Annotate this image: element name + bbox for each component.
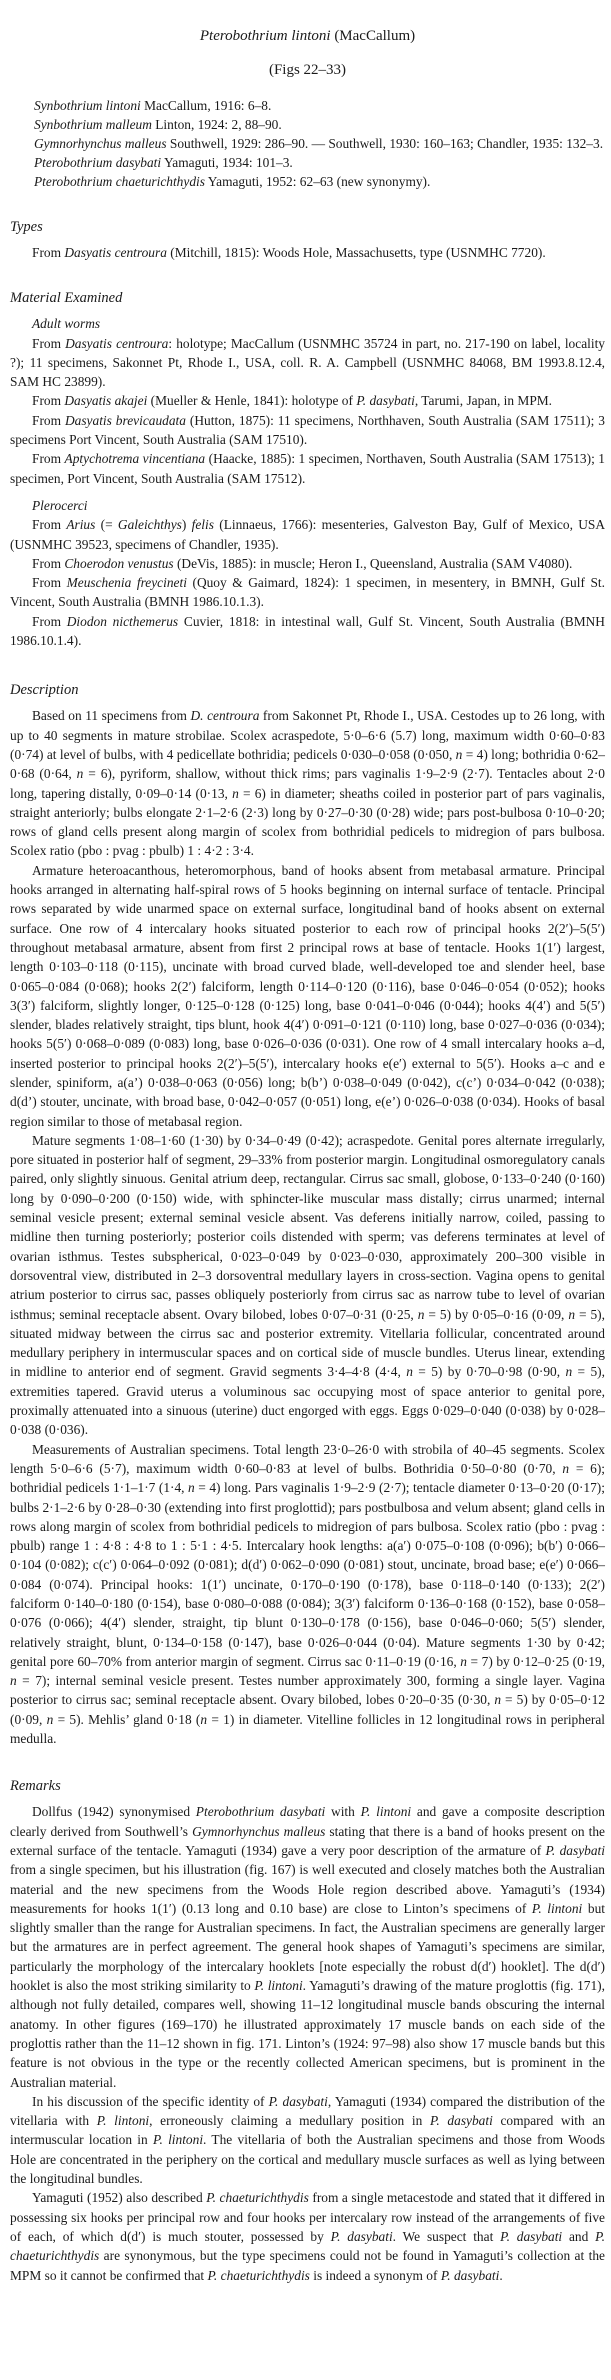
- subheading-adult-worms: Adult worms: [32, 316, 101, 332]
- text-run: (Mueller & Henle, 1841): holotype of: [147, 393, 357, 409]
- text-run: From: [32, 517, 67, 533]
- italic-text: Dasyatis centroura: [65, 335, 169, 351]
- text-run: Linton, 1924: 2, 88–90.: [151, 117, 282, 132]
- text-run: From: [32, 575, 67, 591]
- text-run: , Yamaguti (1934) compared the distribution of the vitellaria with: [10, 2093, 605, 2129]
- text-run: Yamaguti, 1934: 101–3.: [161, 155, 293, 170]
- text-run: with: [325, 1804, 361, 1820]
- text-run: . The vitellaria of both the Australian specimens and those from Woods Hole are concentrated in the periphery on the cortical and medullary muscle surfaces as well as lying between the longitudinal bundles.: [10, 2132, 605, 2187]
- text-run: (DeVis, 1885): in muscle; Heron I., Queensland, Australia (SAM V4080).: [173, 555, 573, 571]
- remarks-section: [10, 1802, 605, 2284]
- text-run: = 6); bothridial pedicels 1·1–1·7 (1·4,: [10, 1460, 606, 1496]
- text-run: = 7) by 0·12–0·25 (0·19,: [466, 1653, 605, 1669]
- subheading-plerocerci: Plerocerci: [32, 497, 88, 513]
- italic-text: Pterobothrium dasybati: [34, 155, 162, 170]
- text-run: Yamaguti (1952) also described: [32, 2190, 207, 2206]
- text-run: Armature heteroacanthous, heteromorphous, band of hooks absent from metabasal armature. Principal hooks arranged in alternating half-spiral rows of 5 hooks beginning on internal surface of tentacle. Principal rows separated by wide unarmed space on external surface, longitudinal band of hooks absent on external surface. One row of 4 intercalary hooks situated posterior to each row of principal hooks 2(2′)–5(5′) throughout metabasal armature, absent from first 2 principal rows at base of tentacle. Hooks 1(1′) largest, length 0·103–0·118 (0·115), uncinate with broad curved blade, well-developed toe and slender heel, base 0·065–0·084 (0·068); hooks 2(2′) falciform, length 0·114–0·120 (0·116), base 0·046–0·054 (0·052); hooks 3(3′) falciform, slightly longer, 0·125–0·128 (0·125) long, base 0·041–0·046 (0·044); hooks 4(4′) and 5(5′) slender, blades relatively straight, tips blunt, hook 4(4′) 0·091–0·121 (0·110) long, base 0·027–0·036 (0·034); hooks 5(5′) 0·068–0·089 (0·083) long, base 0·026–0·036 (0·031). One row of 4 small intercalary hooks a–d, inserted posterior to principal hooks 2(2′)–5(5′), intercalary hooks e(e′) external to 5(5′). Hooks a–c and e slender, spiniform, a(a’) 0·038–0·063 (0·056) long; b(b’) 0·038–0·049 (0·042), c(c’) 0·034–0·042 (0·038); d(d’) stouter, uncinate, with broad base, 0·042–0·057 (0·051) long, e(e’) 0·026–0·038 (0·034). Hooks of basal region similar to those of metabasal region.: [10, 862, 605, 1129]
- text-run: = 6), pyriform, shallow, without thick rims; pars vaginalis 1·9–2·9 (2·7). Tentacles about 2·0 long, tapering distally, 0·09–0·14 (0·13,: [10, 766, 606, 801]
- text-run: = 5). Mehlis’ gland 0·18 (: [53, 1711, 201, 1727]
- text-run: .: [499, 2267, 503, 2283]
- text-run: From: [32, 393, 65, 409]
- description-section: [10, 706, 605, 1748]
- italic-text: Meuschenia freycineti: [66, 575, 187, 591]
- paragraph: [10, 1440, 605, 1749]
- text-run: In his discussion of the specific identity of: [32, 2093, 269, 2109]
- species-title: [10, 26, 605, 46]
- text-run: From: [32, 613, 67, 629]
- text-run: ): [181, 517, 192, 533]
- italic-text: Dasyatis akajei: [64, 393, 148, 409]
- italic-text: P. lintoni: [153, 2132, 204, 2148]
- italic-text: P. dasybati: [429, 2113, 493, 2129]
- text-run: = 5), situated midway between the cirrus sac and posterior extremity. Vitellaria follicular, concentrated around medullary periphery in intermuscular spaces and on cortical side of muscle bundles. Uterus linear, extending in midline to anterior end of segment. Gravid segments 3·4–4·8 (4·4,: [10, 1306, 605, 1380]
- italic-text: P. dasybati: [440, 2267, 500, 2283]
- italic-text: n: [76, 766, 84, 782]
- italic-text: P. dasybati: [356, 393, 415, 409]
- paragraph: [10, 334, 605, 392]
- italic-text: Gymnorhynchus malleus: [34, 136, 167, 151]
- text-run: but slightly smaller than the range for Australian specimens. In fact, the Australian specimens are generally larger but the armatures are in perfect agreement. The general hook shapes of Yamaguti’s specimens are similar, particularly the morphology of the intercalary hooklets [note especially the robust d(d′) hooklet]. The d(d′) hooklet is also the most striking similarity to: [10, 1900, 605, 1994]
- text-run: = 5), extremities tapered. Gravid uterus a voluminous sac occupying most of space anterior to genital pore, proximally attenuated into a sinuous (uterine) duct engorged with eggs. Eggs 0·029–0·040 (0·038) by 0·028–0·038 (0·036).: [10, 1364, 605, 1438]
- synonym-entry: [34, 153, 605, 172]
- text-run: From: [32, 245, 65, 260]
- italic-text: Dasyatis centroura: [64, 245, 167, 260]
- text-run: Dollfus (1942) synonymised: [32, 1804, 196, 1820]
- italic-text: n: [417, 1306, 425, 1322]
- synonym-entry: [34, 134, 605, 153]
- section-heading-remarks: Remarks: [10, 1778, 61, 1795]
- paper-page: [0, 26, 611, 2285]
- text-run: is indeed a synonym of: [309, 2267, 441, 2283]
- text-run: MacCallum, 1916: 6–8.: [140, 98, 272, 113]
- text-run: = 5) by 0·05–0·16 (0·09,: [424, 1306, 569, 1322]
- italic-text: n: [200, 1711, 208, 1727]
- italic-text: Dasyatis brevicaudata: [64, 412, 186, 428]
- italic-text: Diodon nicthemerus: [66, 613, 179, 629]
- plerocerci-section: [10, 515, 605, 650]
- italic-text: n: [188, 1480, 195, 1496]
- figure-reference: (Figs 22–33): [268, 62, 347, 78]
- italic-text: P. dasybati: [330, 2228, 393, 2244]
- italic-text: D. centroura: [190, 708, 260, 724]
- paragraph: [10, 243, 605, 262]
- text-run: and gave a composite description clearly derived from Southwell’s: [10, 1804, 605, 1839]
- paragraph: [10, 706, 605, 860]
- adult-worms-section: [10, 334, 605, 488]
- paragraph: [10, 515, 605, 554]
- text-run: = 6) in diameter; sheaths coiled in posterior part of pars vaginalis, straight anteriorly; bulbs elongate 2·1–2·6 (2·3) long by 0·27–0·30 (0·28) wide; pars post-bulbosa 0·10–0·20; rows of gland cells present along margin of scolex from bothridial pedicels to midregion of pars bulbosa. Scolex ratio (pbo : pvag : pbulb) 1 : 4·2 : 3·4.: [10, 785, 605, 859]
- italic-text: n: [565, 1364, 573, 1380]
- text-run: Based on 11 specimens from: [32, 708, 191, 724]
- text-run: = 5) by 0·70–0·98 (0·90,: [412, 1364, 566, 1380]
- italic-text: n: [10, 1673, 17, 1689]
- italic-text: Gymnorhynchus malleus: [192, 1823, 326, 1839]
- text-run: (Haacke, 1885): 1 specimen, Northaven, South Australia (SAM 17513); 1 specimen, Port Vincent, South Australia (SAM 17512).: [10, 451, 605, 486]
- italic-text: n: [232, 785, 239, 801]
- italic-text: P. dasybati: [545, 1842, 605, 1858]
- italic-text: n: [568, 1306, 576, 1322]
- text-run: from Sakonnet Pt, Rhode I., USA. Cestodes up to 26 long, with up to 40 segments in mature strobilae. Scolex acraspedote, 5·0–6·6 (5.7) long, maximum width 0·60–0·83 (0·74) at level of bulbs, with 4 pedicellate bothridia; pedicels 0·030–0·058 (0·050,: [10, 708, 605, 762]
- synonym-entry: [34, 172, 605, 191]
- text-run: (Mitchill, 1815): Woods Hole, Massachusetts, type (USNMHC 7720).: [166, 245, 546, 260]
- text-run: Cuvier, 1818: in intestinal wall, Gulf St. Vincent, South Australia (BMNH 1986.10.1.4).: [10, 613, 605, 649]
- italic-text: P. chaeturichthydis: [206, 2190, 309, 2206]
- species-name: Pterobothrium lintoni: [199, 28, 331, 44]
- text-run: (=: [95, 517, 118, 533]
- text-run: compared with an intermuscular location in: [10, 2113, 606, 2148]
- text-run: From: [32, 555, 65, 571]
- text-run: Southwell, 1929: 286–90. — Southwell, 1930: 160–163; Chandler, 1935: 132–3.: [166, 136, 604, 151]
- italic-text: Galeichthys: [117, 517, 182, 533]
- italic-text: Pterobothrium dasybati: [195, 1804, 326, 1820]
- paragraph: [10, 861, 605, 1131]
- text-run: . Yamaguti’s drawing of the mature proglottis (fig. 171), although not fully detailed, compares well, showing 11–12 longitudinal muscle bands obscuring the internal anatomy. In other figures (169–170) he illustrated approximately 17 muscle bands on each side of the proglottis rather than the 11–12 shown in fig. 171. Linton’s (1924: 97–98) also show 17 muscle bands but this feature is not obvious in the type or the recently collected American specimens, but is prominent in the Australian material.: [10, 1978, 605, 2090]
- paragraph: [10, 2188, 605, 2284]
- paragraph: [10, 612, 605, 651]
- italic-text: P. chaeturichthydis: [207, 2267, 310, 2283]
- italic-text: n: [562, 1460, 570, 1476]
- text-run: Yamaguti, 1952: 62–63 (new synonymy).: [204, 174, 431, 189]
- italic-text: P. dasybati: [500, 2228, 563, 2244]
- paragraph: [10, 1802, 605, 2091]
- text-run: (Hutton, 1875): 11 specimens, Northhaven, South Australia (SAM 17511); 3 specimens Port Vincent, South Australia (SAM 17510).: [10, 412, 605, 448]
- paragraph: [10, 411, 605, 450]
- text-run: (Quoy & Gaimard, 1824): 1 specimen, in mesentery, in BMNH, Gulf St. Vincent, South Australia (BMNH 1986.10.1.3).: [10, 575, 605, 610]
- text-run: = 4) long; bothridia 0·62–0·68 (0·64,: [10, 746, 606, 782]
- text-run: , erroneously claiming a medullary position in: [149, 2113, 430, 2129]
- italic-text: P. lintoni: [254, 1978, 303, 1994]
- text-run: , Tarumi, Japan, in MPM.: [414, 393, 553, 409]
- italic-text: P. lintoni: [531, 1900, 583, 1916]
- italic-text: Pterobothrium chaeturichthydis: [34, 174, 205, 189]
- italic-text: P. lintoni: [360, 1804, 412, 1820]
- section-heading-types: Types: [10, 219, 43, 235]
- italic-text: P. dasybati: [268, 2093, 328, 2109]
- text-run: stating that there is a band of hooks present on the external surface of the tentacle. Yamaguti (1934) gave a very poor description of the armature of: [10, 1823, 606, 1858]
- paragraph: [10, 573, 605, 612]
- italic-text: Arius: [66, 517, 96, 533]
- italic-text: P. lintoni: [96, 2113, 150, 2129]
- italic-text: Choerodon venustus: [64, 555, 174, 571]
- italic-text: n: [46, 1711, 54, 1727]
- italic-text: P. chaeturichthydis: [10, 2228, 605, 2264]
- text-run: . We suspect that: [392, 2228, 501, 2244]
- text-run: : holotype; MacCallum (USNMHC 35724 in part, no. 217-190 on label, locality ?); 11 specimens, Sakonnet Pt, Rhode I., USA, coll. R. A. Campbell (USNMHC 84068, BM 1993.8.12.4, SAM HC 23899).: [10, 335, 605, 390]
- text-run: = 5) by 0·05–0·12 (0·09,: [10, 1692, 605, 1727]
- italic-text: Synbothrium malleum: [34, 117, 152, 132]
- text-run: From: [32, 451, 65, 467]
- text-run: = 4) long. Pars vaginalis 1·9–2·9 (2·7); tentacle diameter 0·13–0·20 (0·17); bulbs 2·1–2·6 by 0·28–0·30 (extending into first proglottid); pars postbulbosa and velum absent; gland cells in rows along margin of scolex from bothridial pedicels to midregion of pars bulbosa. Scolex ratio (pbo : pvag : pbulb) range 1 : 4·8 : 4·8 to 1 : 5·1 : 4·5. Intercalary hook lengths: a(a′) 0·075–0·108 (0·096); b(b′) 0·066–0·104 (0·082); c(c′) 0·064–0·092 (0·081); d(d′) 0·062–0·090 (0·081) stout, uncinate, broad base; e(e′) 0·066–0·084 (0·074). Principal hooks: 1(1′) uncinate, 0·170–0·190 (0·178), base 0·118–0·140 (0·133); 2(2′) falciform 0·140–0·180 (0·154), base 0·080–0·088 (0·084); 3(3′) falciform 0·136–0·168 (0·152), base 0·058–0·076 (0·066); 4(4′) slender, straight, tip blunt 0·130–0·178 (0·156), base 0·046–0·060; 5(5′) slender, relatively straight, blunt, 0·134–0·158 (0·147), base 0·026–0·044 (0·04). Mature segments 1·30 by 0·42; genital pore 60–70% from anterior margin of segment. Cirrus sac 0·11–0·19 (0·16,: [10, 1480, 605, 1669]
- paragraph: [10, 449, 605, 488]
- section-heading-material-examined: Material Examined: [10, 290, 123, 307]
- synonym-entry: [34, 115, 605, 134]
- section-heading-description: Description: [10, 682, 79, 699]
- types-section: [10, 243, 605, 262]
- italic-text: n: [460, 1653, 467, 1669]
- text-run: From: [32, 412, 65, 428]
- text-run: from a single metacestode and stated that it differed in possessing six hooks per principal row and four hooks per intercalary row instead of the arrangements of five of each, of which d(d′) is much stouter, possessed by: [10, 2190, 605, 2244]
- italic-text: n: [455, 746, 463, 762]
- species-author: (MacCallum): [330, 28, 416, 44]
- text-run: (Linnaeus, 1766): mesenteries, Galveston Bay, Gulf of Mexico, USA (USNMHC 39523, specimens of Chandler, 1935).: [10, 517, 605, 552]
- text-run: Measurements of Australian specimens. Total length 23·0–26·0 with strobila of 40–45 segments. Scolex length 5·0–6·6 (5·7), maximum width 0·60–0·83 at level of bulbs. Bothridia 0·50–0·80 (0·70,: [10, 1441, 605, 1476]
- synonym-entry: [34, 96, 605, 115]
- text-run: = 7); internal seminal vesicle present. Testes number approximately 300, forming a single layer. Vagina posterior to cirrus sac; seminal receptacle absent. Ovary bilobed, lobes 0·20–0·35 (0·30,: [10, 1673, 605, 1708]
- paragraph: [10, 391, 605, 410]
- italic-text: felis: [191, 517, 214, 533]
- italic-text: Synbothrium lintoni: [34, 98, 141, 113]
- text-run: From: [32, 335, 66, 351]
- text-run: and: [562, 2228, 596, 2244]
- text-run: are synonymous, but the type specimens could not be found in Yamaguti’s collection at the MPM so it cannot be confirmed that: [10, 2248, 605, 2283]
- paragraph: [10, 554, 605, 573]
- text-run: = 1) in diameter. Vitelline follicles in 12 longitudinal rows in peripheral medulla.: [10, 1711, 606, 1747]
- synonymy-list: [34, 96, 605, 191]
- paragraph: [10, 2092, 605, 2188]
- paragraph: [10, 1131, 605, 1440]
- italic-text: n: [494, 1692, 502, 1708]
- text-run: from a single specimen, but his illustration (fig. 167) is well executed and closely matches both the Australian material and the new specimens from the Woods Hole region described above. Yamaguti’s (1934) measurements for hooks 1(1′) (0.13 long and 0.10 base) are close to Linton’s specimens of: [10, 1862, 605, 1916]
- italic-text: Aptychotrema vincentiana: [64, 451, 206, 467]
- italic-text: n: [406, 1364, 413, 1380]
- text-run: Mature segments 1·08–1·60 (1·30) by 0·34–0·49 (0·42); acraspedote. Genital pores alternate irregularly, pore situated in posterior half of segment, 29–33% from posterior margin. Longitudinal osmoregulatory canals paired, only slightly sinuous. Genital atrium deep, rectangular. Cirrus sac small, globose, 0·133–0·240 (0·160) long by 0·090–0·200 (0·150) wide, with sphincter-like muscular mass distally; cirrus unarmed; internal seminal vesicle present; external seminal vesicle absent. Vas deferens initially narrow, coiled, passing to midline then turning posteriorly; posterior coils distended with sperm; vas deferens terminates at level of ovarian isthmus. Testes subspherical, 0·023–0·049 by 0·023–0·030, approximately 200–300 visible in dorsoventral view, distributed in 2–3 dorsoventral medullary layers in cross-section. Vagina opens to genital atrium posterior to cirrus sac, passes obliquely posteriorly from cirrus sac as narrow tube to level of ovarian isthmus; seminal receptacle absent. Ovary bilobed, lobes 0·07–0·31 (0·25,: [10, 1132, 605, 1322]
